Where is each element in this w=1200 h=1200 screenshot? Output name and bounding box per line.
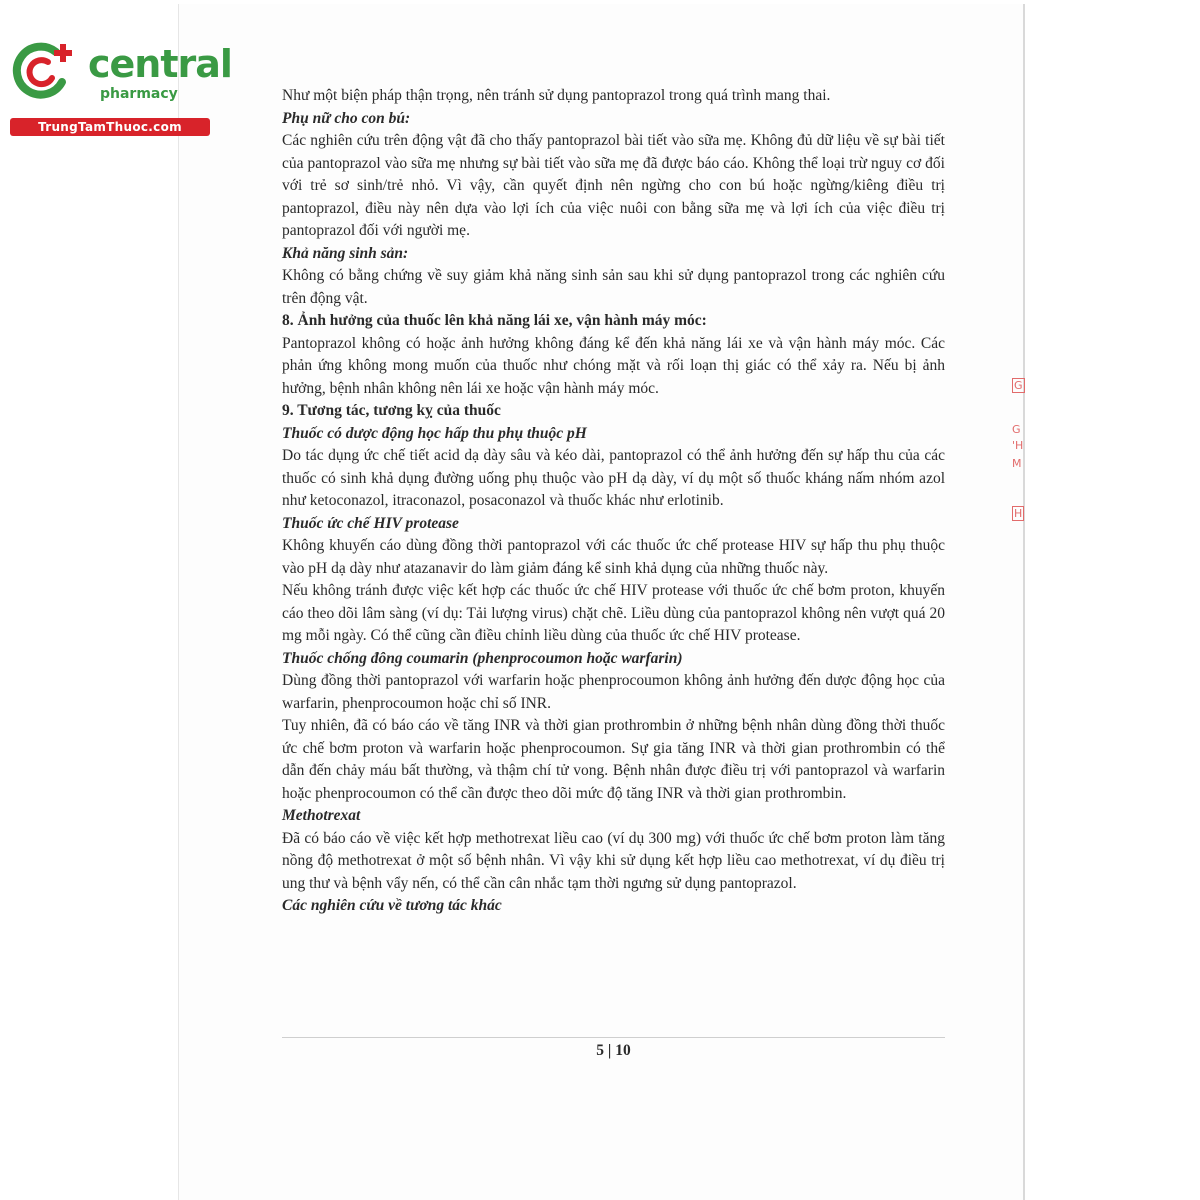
- section-subheading: Methotrexat: [282, 807, 361, 824]
- section-subheading: Thuốc có dược động học hấp thu phụ thuộc pH: [282, 424, 587, 442]
- body-paragraph: Pantoprazol không có hoặc ảnh hưởng không đáng kể đến khả năng lái xe và vận hành máy móc. Các phản ứng không mong muốn của thuốc như chóng mặt và rối loạn thị giác có thể xảy ra. Nếu bị ảnh hưởng, bệnh nhân không nên lái xe hoặc vận hành máy móc.: [282, 334, 945, 397]
- body-paragraph: Do tác dụng ức chế tiết acid dạ dày sâu và kéo dài, pantoprazol có thể ảnh hưởng đến sự hấp thu của các thuốc có sinh khả dụng đường uống phụ thuộc vào pH dạ dày, ví dụ một số thuốc kháng nấm nhóm azol như ketoconazol, itraconazol, posaconazol và thuốc khác như erlotinib.: [282, 447, 945, 509]
- stamp-fragment: G: [1012, 423, 1021, 436]
- document-body: [282, 85, 945, 918]
- body-paragraph: Nếu không tránh được việc kết hợp các thuốc ức chế HIV protease với thuốc ức chế bơm proton, khuyến cáo theo dõi lâm sàng (ví dụ: Tải lượng virus) chặt chẽ. Liều dùng của pantoprazol không nên vượt quá 20 mg mỗi ngày. Có thể cũng cần điều chỉnh liều dùng của thuốc ức chế HIV protease.: [282, 582, 945, 644]
- stamp-fragment: G: [1014, 379, 1023, 392]
- body-paragraph: Không khuyến cáo dùng đồng thời pantoprazol với các thuốc ức chế protease HIV sự hấp thu phụ thuộc vào pH dạ dày như atazanavir do làm giảm đáng kể sinh khả dụng của những thuốc này.: [282, 537, 945, 577]
- section-subheading: Các nghiên cứu về tương tác khác: [282, 897, 502, 914]
- section-subheading: Khả năng sinh sản:: [282, 244, 409, 262]
- body-paragraph: Dùng đồng thời pantoprazol với warfarin hoặc phenprocoumon không ảnh hưởng đến dược động học của warfarin, phenprocoumon hoặc chỉ số INR.: [282, 672, 945, 712]
- section-subheading: Phụ nữ cho con bú:: [282, 109, 411, 127]
- body-paragraph: Không có bằng chứng về suy giảm khả năng sinh sản sau khi sử dụng pantoprazol trong các nghiên cứu trên động vật.: [282, 267, 945, 307]
- stamp-fragment: H: [1014, 507, 1023, 520]
- section-heading: 8. Ảnh hưởng của thuốc lên khả năng lái xe, vận hành máy móc:: [282, 312, 707, 329]
- body-paragraph: Các nghiên cứu trên động vật đã cho thấy pantoprazol bài tiết vào sữa mẹ. Không đủ dữ liệu về sự bài tiết của pantoprazol vào sữa mẹ nhưng sự bài tiết vào sữa mẹ đã được báo cáo. Không thể loại trừ nguy cơ đối với trẻ sơ sinh/trẻ nhỏ. Vì vậy, cần quyết định nên ngừng cho con bú hoặc ngừng/kiêng điều trị pantoprazol, điều này nên dựa vào lợi ích của việc nuôi con bằng sữa mẹ và lợi ích của việc điều trị pantoprazol đối với người mẹ.: [282, 132, 945, 239]
- section-subheading: Thuốc ức chế HIV protease: [282, 514, 459, 532]
- stamp-fragment: 'H: [1012, 439, 1024, 452]
- pharmacy-cross-icon: [10, 38, 76, 104]
- logo-subtitle: pharmacy: [100, 86, 178, 102]
- logo-name: central: [88, 42, 232, 86]
- footer-divider: [282, 1037, 945, 1038]
- section-heading: 9. Tương tác, tương kỵ của thuốc: [282, 402, 501, 419]
- section-subheading: Thuốc chống đông coumarin (phenprocoumon hoặc warfarin): [282, 649, 683, 667]
- body-paragraph: Đã có báo cáo về việc kết hợp methotrexat liều cao (ví dụ 300 mg) với thuốc ức chế bơm proton làm tăng nồng độ methotrexat ở một số bệnh nhân. Vì vậy khi sử dụng kết hợp liều cao methotrexat, ví dụ điều trị ung thư và bệnh vẩy nến, có thể cần cân nhắc tạm thời ngưng sử dụng pantoprazol.: [282, 829, 945, 892]
- logo-url-badge: TrungTamThuoc.com: [10, 118, 210, 136]
- central-pharmacy-logo[interactable]: [10, 38, 232, 138]
- stamp-fragment: M: [1012, 457, 1022, 470]
- body-paragraph: Tuy nhiên, đã có báo cáo về tăng INR và thời gian prothrombin ở những bệnh nhân dùng đồng thời thuốc ức chế bơm proton và warfarin hoặc phenprocoumon. Sự gia tăng INR và thời gian prothrombin có thể dẫn đến chảy máu bất thường, và thậm chí tử vong. Bệnh nhân được điều trị với pantoprazol và warfarin hoặc phenprocoumon có thể cần được theo dõi mức độ tăng INR và thời gian prothrombin.: [282, 717, 945, 802]
- page-number: 5 | 10: [596, 1042, 631, 1059]
- body-paragraph: Như một biện pháp thận trọng, nên tránh sử dụng pantoprazol trong quá trình mang thai.: [282, 87, 831, 104]
